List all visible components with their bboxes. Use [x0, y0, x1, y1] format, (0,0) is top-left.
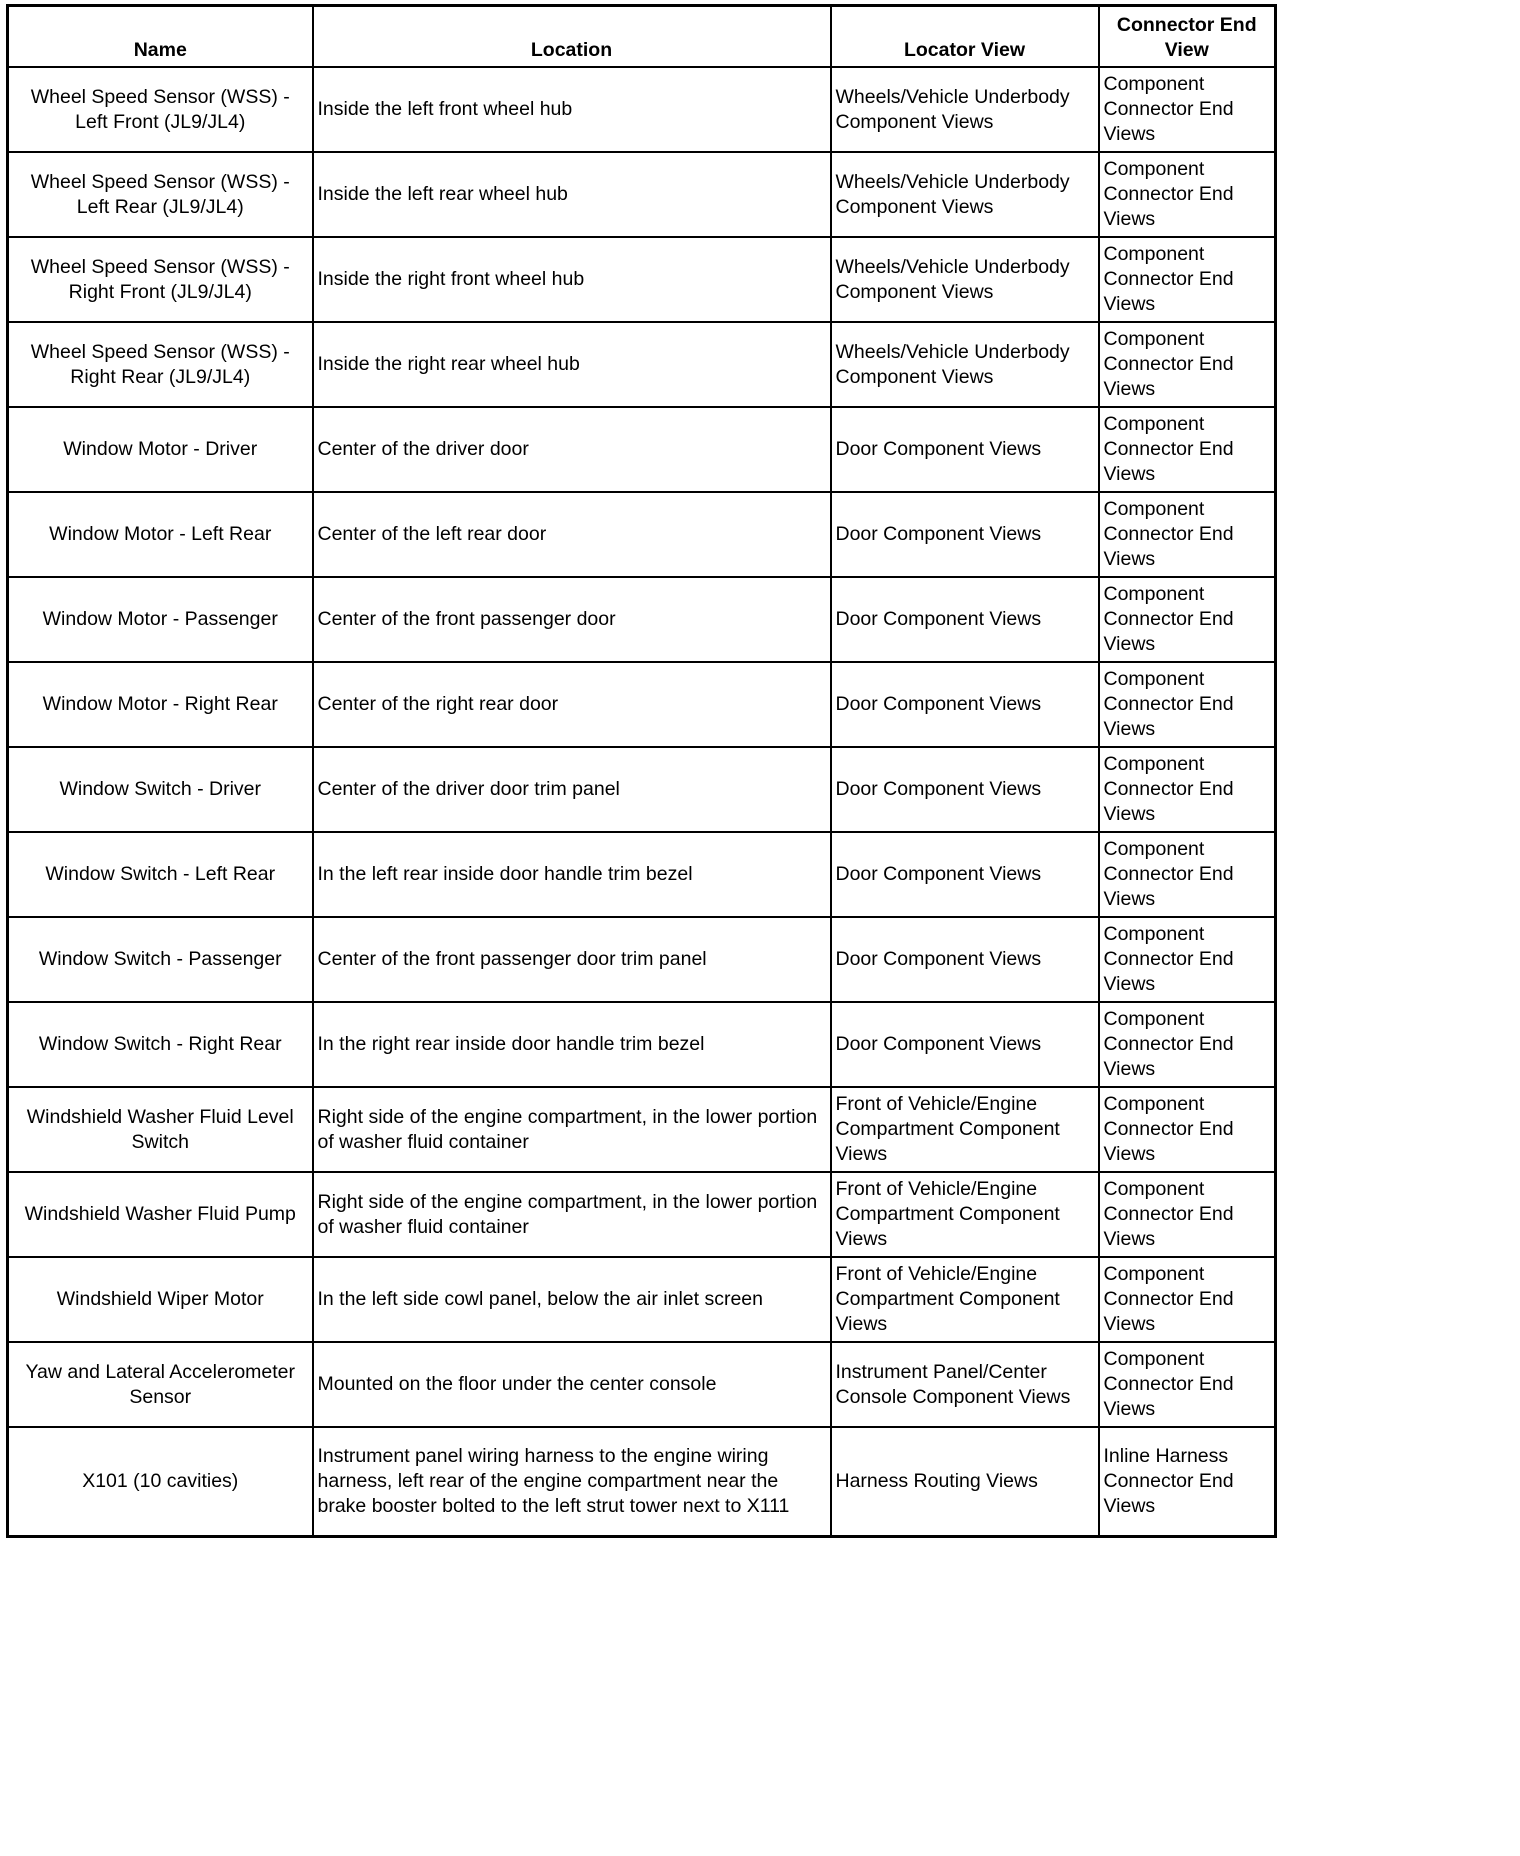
- cell-connector-end-view: Component Connector End Views: [1099, 1342, 1276, 1427]
- cell-locator-view: Wheels/Vehicle Underbody Component Views: [831, 67, 1099, 152]
- table-row: [8, 152, 1276, 237]
- cell-location: Center of the front passenger door trim panel: [313, 917, 831, 1002]
- table-row: [8, 1172, 1276, 1257]
- table-row: [8, 237, 1276, 322]
- cell-name: Window Motor - Left Rear: [8, 492, 313, 577]
- cell-connector-end-view: Component Connector End Views: [1099, 662, 1276, 747]
- cell-location: Center of the right rear door: [313, 662, 831, 747]
- cell-connector-end-view: Component Connector End Views: [1099, 322, 1276, 407]
- header-location: Location: [313, 6, 831, 68]
- header-locator-view: Locator View: [831, 6, 1099, 68]
- cell-location: Inside the right front wheel hub: [313, 237, 831, 322]
- table-row: [8, 832, 1276, 917]
- cell-name: Yaw and Lateral Accelerometer Sensor: [8, 1342, 313, 1427]
- header-row: [8, 6, 1276, 68]
- cell-locator-view: Instrument Panel/Center Console Component Views: [831, 1342, 1099, 1427]
- cell-name: Window Switch - Passenger: [8, 917, 313, 1002]
- cell-location: Inside the right rear wheel hub: [313, 322, 831, 407]
- cell-locator-view: Front of Vehicle/Engine Compartment Component Views: [831, 1257, 1099, 1342]
- cell-name: Window Switch - Right Rear: [8, 1002, 313, 1087]
- cell-location: Right side of the engine compartment, in the lower portion of washer fluid container: [313, 1087, 831, 1172]
- cell-locator-view: Door Component Views: [831, 577, 1099, 662]
- cell-connector-end-view: Component Connector End Views: [1099, 917, 1276, 1002]
- cell-connector-end-view: Component Connector End Views: [1099, 1087, 1276, 1172]
- cell-locator-view: Door Component Views: [831, 917, 1099, 1002]
- table-row: [8, 1427, 1276, 1537]
- cell-connector-end-view: Component Connector End Views: [1099, 747, 1276, 832]
- cell-name: X101 (10 cavities): [8, 1427, 313, 1537]
- cell-locator-view: Door Component Views: [831, 832, 1099, 917]
- table-header: [8, 6, 1276, 68]
- cell-name: Window Motor - Driver: [8, 407, 313, 492]
- table-row: [8, 1257, 1276, 1342]
- header-name: Name: [8, 6, 313, 68]
- cell-connector-end-view: Inline Harness Connector End Views: [1099, 1427, 1276, 1537]
- cell-locator-view: Door Component Views: [831, 492, 1099, 577]
- cell-location: Inside the left front wheel hub: [313, 67, 831, 152]
- cell-name: Window Motor - Passenger: [8, 577, 313, 662]
- cell-name: Windshield Washer Fluid Pump: [8, 1172, 313, 1257]
- cell-location: Center of the left rear door: [313, 492, 831, 577]
- cell-name: Wheel Speed Sensor (WSS) - Right Rear (JL9/JL4): [8, 322, 313, 407]
- table-row: [8, 917, 1276, 1002]
- cell-connector-end-view: Component Connector End Views: [1099, 152, 1276, 237]
- cell-locator-view: Wheels/Vehicle Underbody Component Views: [831, 152, 1099, 237]
- cell-name: Window Switch - Left Rear: [8, 832, 313, 917]
- cell-location: Inside the left rear wheel hub: [313, 152, 831, 237]
- cell-locator-view: Door Component Views: [831, 407, 1099, 492]
- cell-name: Window Motor - Right Rear: [8, 662, 313, 747]
- table-row: [8, 1342, 1276, 1427]
- cell-location: Instrument panel wiring harness to the engine wiring harness, left rear of the engine compartment near the brake booster bolted to the left strut tower next to X111: [313, 1427, 831, 1537]
- header-connector-end-view: Connector End View: [1099, 6, 1276, 68]
- cell-name: Windshield Washer Fluid Level Switch: [8, 1087, 313, 1172]
- cell-connector-end-view: Component Connector End Views: [1099, 237, 1276, 322]
- cell-name: Window Switch - Driver: [8, 747, 313, 832]
- cell-name: Wheel Speed Sensor (WSS) - Right Front (JL9/JL4): [8, 237, 313, 322]
- cell-connector-end-view: Component Connector End Views: [1099, 407, 1276, 492]
- cell-name: Windshield Wiper Motor: [8, 1257, 313, 1342]
- cell-connector-end-view: Component Connector End Views: [1099, 67, 1276, 152]
- cell-locator-view: Harness Routing Views: [831, 1427, 1099, 1537]
- cell-locator-view: Wheels/Vehicle Underbody Component Views: [831, 237, 1099, 322]
- cell-locator-view: Front of Vehicle/Engine Compartment Component Views: [831, 1172, 1099, 1257]
- cell-connector-end-view: Component Connector End Views: [1099, 492, 1276, 577]
- cell-locator-view: Door Component Views: [831, 747, 1099, 832]
- cell-connector-end-view: Component Connector End Views: [1099, 577, 1276, 662]
- cell-locator-view: Front of Vehicle/Engine Compartment Component Views: [831, 1087, 1099, 1172]
- cell-location: Center of the driver door: [313, 407, 831, 492]
- cell-location: Mounted on the floor under the center console: [313, 1342, 831, 1427]
- table-row: [8, 1087, 1276, 1172]
- table-body: [8, 67, 1276, 1537]
- cell-locator-view: Wheels/Vehicle Underbody Component Views: [831, 322, 1099, 407]
- table-row: [8, 322, 1276, 407]
- cell-connector-end-view: Component Connector End Views: [1099, 1257, 1276, 1342]
- table-row: [8, 577, 1276, 662]
- cell-name: Wheel Speed Sensor (WSS) - Left Rear (JL9/JL4): [8, 152, 313, 237]
- table-row: [8, 662, 1276, 747]
- cell-location: Center of the driver door trim panel: [313, 747, 831, 832]
- cell-location: In the right rear inside door handle trim bezel: [313, 1002, 831, 1087]
- cell-locator-view: Door Component Views: [831, 662, 1099, 747]
- cell-location: In the left side cowl panel, below the air inlet screen: [313, 1257, 831, 1342]
- table-row: [8, 1002, 1276, 1087]
- component-locator-table: [6, 4, 1277, 1538]
- cell-location: In the left rear inside door handle trim bezel: [313, 832, 831, 917]
- cell-name: Wheel Speed Sensor (WSS) - Left Front (JL9/JL4): [8, 67, 313, 152]
- cell-locator-view: Door Component Views: [831, 1002, 1099, 1087]
- table-row: [8, 407, 1276, 492]
- table-row: [8, 747, 1276, 832]
- table-row: [8, 492, 1276, 577]
- table-row: [8, 67, 1276, 152]
- cell-location: Center of the front passenger door: [313, 577, 831, 662]
- cell-connector-end-view: Component Connector End Views: [1099, 1002, 1276, 1087]
- cell-connector-end-view: Component Connector End Views: [1099, 1172, 1276, 1257]
- cell-location: Right side of the engine compartment, in the lower portion of washer fluid container: [313, 1172, 831, 1257]
- cell-connector-end-view: Component Connector End Views: [1099, 832, 1276, 917]
